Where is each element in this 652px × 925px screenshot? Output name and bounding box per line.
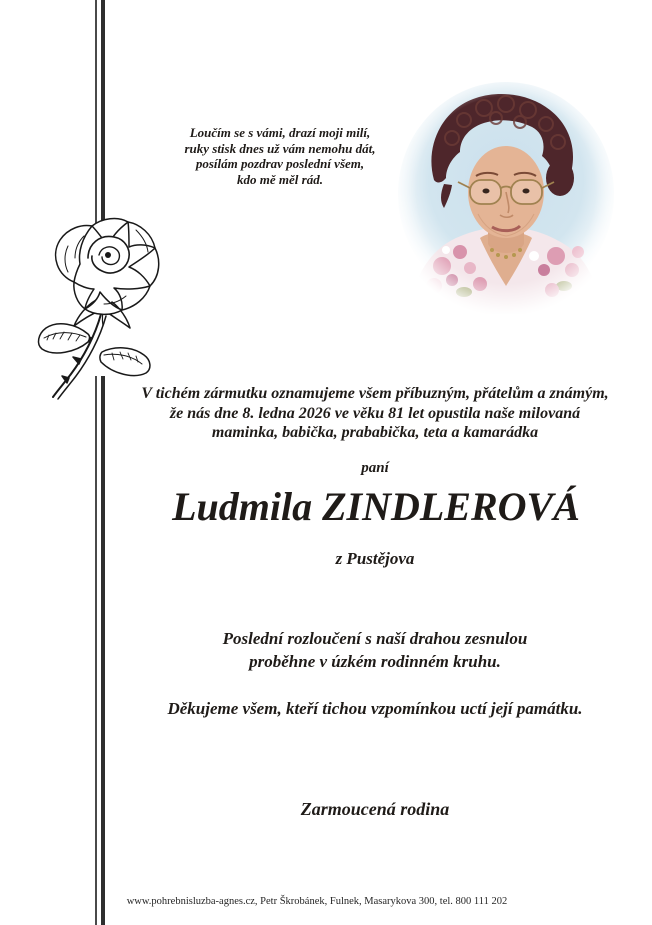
deceased-title: paní (361, 460, 389, 476)
portrait-photo (394, 80, 618, 314)
poem (130, 125, 430, 187)
farewell-line: Poslední rozloučení s naší drahou zesnulou (222, 629, 528, 648)
signature: Zarmoucená rodina (300, 799, 450, 819)
thanks-line: Děkujeme všem, kteří tichou vzpomínkou uctí její památku. (167, 699, 583, 718)
footer-funeral-service-info: www.pohrebnisluzba-agnes.cz, Petr Škrobánek, Fulnek, Masarykova 300, tel. 800 111 202 (126, 896, 508, 907)
poem-line: posílám pozdrav poslední všem, (195, 156, 365, 171)
deceased-name: Ludmila ZINDLEROVÁ (172, 484, 580, 529)
poem-line: kdo mě měl rád. (237, 171, 323, 187)
left-rule-thick-bottom (101, 376, 105, 925)
deceased-origin: z Pustějova (335, 549, 415, 568)
announcement (115, 384, 635, 443)
left-rule-thin-top (95, 0, 97, 223)
rose-icon (28, 216, 180, 404)
farewell-notice (115, 627, 635, 673)
announcement-line: V tichém zármutku oznamujeme všem příbuzným, přátelům a známým, (141, 385, 609, 402)
farewell-line: proběhne v úzkém rodinném kruhu. (249, 652, 501, 671)
left-rule-thin-bottom (95, 376, 97, 925)
poem-line: Loučím se s vámi, drazí moji milí, (189, 125, 371, 140)
poem-line: ruky stisk dnes už vám nemohu dát, (184, 140, 376, 156)
left-rule-thick-top (101, 0, 105, 223)
announcement-line: že nás dne 8. ledna 2026 ve věku 81 let opustila naše milovaná (169, 404, 581, 422)
announcement-line: maminka, babička, prababička, teta a kamarádka (211, 424, 539, 441)
